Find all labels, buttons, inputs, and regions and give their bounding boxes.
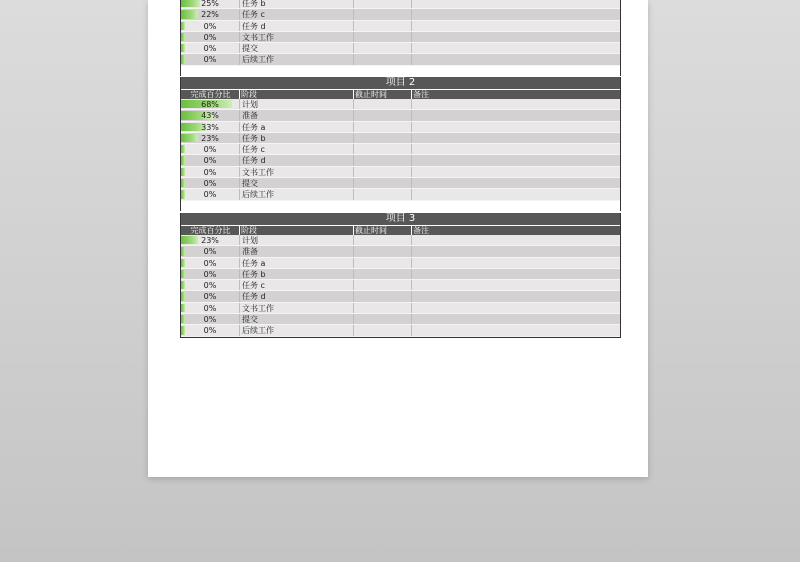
progress-cell[interactable]	[181, 21, 240, 31]
progress-value: 43%	[201, 111, 219, 121]
stage-cell[interactable]: 计划	[240, 235, 354, 245]
progress-value: 22%	[201, 10, 219, 20]
note-cell[interactable]	[412, 43, 620, 53]
table-row[interactable]	[181, 43, 620, 54]
stage-cell[interactable]: 准备	[240, 110, 354, 120]
progress-value: 0%	[203, 190, 217, 200]
due-date-cell[interactable]	[354, 167, 412, 177]
table-row[interactable]	[181, 258, 620, 269]
progress-bar	[181, 134, 198, 142]
note-cell[interactable]	[412, 258, 620, 268]
header-pct: 完成百分比	[181, 226, 240, 235]
due-date-cell[interactable]	[354, 178, 412, 188]
project-3-header-row	[181, 225, 620, 235]
project-2-title: 项目 2	[181, 77, 620, 89]
table-row[interactable]	[181, 280, 620, 291]
due-date-cell[interactable]	[354, 280, 412, 290]
due-date-cell[interactable]	[354, 122, 412, 132]
progress-value: 0%	[203, 55, 217, 65]
stage-cell[interactable]: 文书工作	[240, 167, 354, 177]
note-cell[interactable]	[412, 235, 620, 245]
progress-cell[interactable]	[181, 43, 240, 53]
due-date-cell[interactable]	[354, 0, 412, 8]
table-row[interactable]	[181, 178, 620, 189]
note-cell[interactable]	[412, 303, 620, 313]
progress-cell[interactable]	[181, 9, 240, 19]
stage-cell[interactable]: 文书工作	[240, 32, 354, 42]
due-date-cell[interactable]	[354, 9, 412, 19]
progress-value: 0%	[203, 303, 217, 313]
progress-value: 0%	[203, 145, 217, 155]
stage-cell[interactable]: 计划	[240, 99, 354, 109]
progress-value: 0%	[203, 167, 217, 177]
header-due: 截止时间	[354, 90, 412, 99]
progress-cell[interactable]	[181, 122, 240, 132]
progress-cell[interactable]	[181, 189, 240, 199]
progress-bar	[181, 190, 185, 198]
progress-value: 0%	[203, 32, 217, 42]
stage-cell[interactable]: 任务 d	[240, 21, 354, 31]
progress-bar	[181, 168, 185, 176]
due-date-cell[interactable]	[354, 155, 412, 165]
table-row[interactable]	[181, 291, 620, 302]
stage-cell[interactable]: 提交	[240, 314, 354, 324]
stage-cell[interactable]: 后续工作	[240, 189, 354, 199]
due-date-cell[interactable]	[354, 246, 412, 256]
due-date-cell[interactable]	[354, 303, 412, 313]
progress-cell[interactable]	[181, 178, 240, 188]
table-row[interactable]	[181, 0, 620, 9]
progress-value: 0%	[203, 326, 217, 336]
stage-cell[interactable]: 提交	[240, 178, 354, 188]
table-row[interactable]	[181, 325, 620, 336]
stage-cell[interactable]: 文书工作	[240, 303, 354, 313]
table-row[interactable]	[181, 167, 620, 178]
table-row[interactable]	[181, 54, 620, 65]
progress-value: 0%	[203, 281, 217, 291]
table-row[interactable]	[181, 235, 620, 246]
stage-cell[interactable]: 任务 b	[240, 0, 354, 8]
progress-bar	[181, 44, 185, 52]
progress-value: 25%	[201, 0, 219, 8]
progress-cell[interactable]	[181, 32, 240, 42]
table-row[interactable]	[181, 99, 620, 110]
due-date-cell[interactable]	[354, 99, 412, 109]
project-1-table	[180, 0, 621, 76]
progress-bar	[181, 55, 185, 63]
due-date-cell[interactable]	[354, 43, 412, 53]
note-cell[interactable]	[412, 144, 620, 154]
progress-value: 0%	[203, 247, 217, 257]
note-cell[interactable]	[412, 189, 620, 199]
due-date-cell[interactable]	[354, 133, 412, 143]
progress-value: 0%	[203, 269, 217, 279]
project-2-rows	[181, 99, 620, 201]
progress-cell[interactable]	[181, 110, 240, 120]
progress-cell[interactable]	[181, 325, 240, 335]
header-note: 备注	[413, 90, 429, 99]
stage-cell[interactable]: 任务 b	[240, 133, 354, 143]
stage-cell[interactable]: 准备	[240, 246, 354, 256]
progress-cell[interactable]	[181, 246, 240, 256]
progress-value: 23%	[201, 236, 219, 245]
due-date-cell[interactable]	[354, 314, 412, 324]
progress-bar	[181, 179, 185, 187]
progress-value: 0%	[203, 21, 217, 31]
note-cell[interactable]	[412, 269, 620, 279]
table-bottom-border	[181, 337, 620, 338]
stage-cell[interactable]: 任务 d	[240, 291, 354, 301]
table-row[interactable]	[181, 303, 620, 314]
progress-cell[interactable]	[181, 314, 240, 324]
progress-value: 0%	[203, 315, 217, 325]
table-row[interactable]	[181, 155, 620, 166]
progress-bar	[181, 304, 185, 312]
progress-value: 0%	[203, 44, 217, 54]
note-cell[interactable]	[412, 99, 620, 109]
stage-cell[interactable]: 提交	[240, 43, 354, 53]
progress-bar	[181, 0, 200, 7]
table-spacer	[181, 66, 620, 76]
progress-value: 23%	[201, 133, 219, 143]
header-stage: 阶段	[240, 90, 354, 99]
note-cell[interactable]	[412, 0, 620, 8]
project-2-header-row	[181, 89, 620, 99]
stage-cell[interactable]: 任务 c	[240, 9, 354, 19]
table-row[interactable]	[181, 32, 620, 43]
note-cell[interactable]	[412, 314, 620, 324]
due-date-cell[interactable]	[354, 144, 412, 154]
stage-cell[interactable]: 后续工作	[240, 54, 354, 64]
note-cell[interactable]	[412, 21, 620, 31]
progress-bar	[181, 156, 185, 164]
table-row[interactable]	[181, 9, 620, 20]
progress-cell[interactable]	[181, 235, 240, 245]
table-row[interactable]	[181, 133, 620, 144]
note-cell[interactable]	[412, 133, 620, 143]
progress-value: 0%	[203, 292, 217, 302]
progress-cell[interactable]	[181, 167, 240, 177]
project-3-title: 项目 3	[181, 213, 620, 225]
progress-bar	[181, 315, 185, 323]
stage-cell[interactable]: 后续工作	[240, 325, 354, 335]
due-date-cell[interactable]	[354, 269, 412, 279]
progress-cell[interactable]	[181, 280, 240, 290]
progress-value: 0%	[203, 179, 217, 189]
progress-cell[interactable]	[181, 291, 240, 301]
note-cell[interactable]	[412, 32, 620, 42]
note-cell[interactable]	[412, 280, 620, 290]
stage-cell[interactable]: 任务 c	[240, 280, 354, 290]
table-row[interactable]	[181, 314, 620, 325]
due-date-cell[interactable]	[354, 189, 412, 199]
stage-cell[interactable]: 任务 a	[240, 258, 354, 268]
stage-cell[interactable]: 任务 a	[240, 122, 354, 132]
progress-value: 0%	[203, 156, 217, 166]
table-row[interactable]	[181, 246, 620, 257]
progress-bar	[181, 247, 185, 255]
note-cell[interactable]	[412, 54, 620, 64]
due-date-cell[interactable]	[354, 258, 412, 268]
stage-cell[interactable]: 任务 d	[240, 155, 354, 165]
note-cell[interactable]	[412, 122, 620, 132]
progress-cell[interactable]	[181, 133, 240, 143]
progress-cell[interactable]	[181, 303, 240, 313]
due-date-cell[interactable]	[354, 235, 412, 245]
header-pct: 完成百分比	[181, 90, 240, 99]
note-cell[interactable]	[412, 291, 620, 301]
stage-cell[interactable]: 任务 c	[240, 144, 354, 154]
table-row[interactable]	[181, 110, 620, 121]
stage-cell[interactable]: 任务 b	[240, 269, 354, 279]
table-row[interactable]	[181, 144, 620, 155]
progress-cell[interactable]	[181, 54, 240, 64]
due-date-cell[interactable]	[354, 21, 412, 31]
due-date-cell[interactable]	[354, 291, 412, 301]
table-row[interactable]	[181, 269, 620, 280]
progress-cell[interactable]	[181, 0, 240, 8]
progress-cell[interactable]	[181, 258, 240, 268]
progress-value: 0%	[203, 258, 217, 268]
header-note: 备注	[413, 226, 429, 235]
progress-bar	[181, 281, 185, 289]
project-3-rows	[181, 235, 620, 337]
table-row[interactable]	[181, 189, 620, 200]
due-date-cell[interactable]	[354, 54, 412, 64]
table-spacer	[181, 201, 620, 211]
note-cell[interactable]	[412, 9, 620, 19]
progress-bar	[181, 270, 185, 278]
progress-value: 33%	[201, 122, 219, 132]
progress-bar	[181, 33, 185, 41]
note-cell[interactable]	[412, 167, 620, 177]
document-page	[148, 0, 648, 477]
due-date-cell[interactable]	[354, 32, 412, 42]
header-due: 截止时间	[354, 226, 412, 235]
progress-bar	[181, 22, 185, 30]
table-row[interactable]	[181, 122, 620, 133]
progress-bar	[181, 259, 185, 267]
progress-bar	[181, 236, 198, 244]
project-3-table	[180, 213, 621, 338]
note-cell[interactable]	[412, 178, 620, 188]
note-cell[interactable]	[412, 155, 620, 165]
progress-cell[interactable]	[181, 269, 240, 279]
note-cell[interactable]	[412, 246, 620, 256]
project-1-rows	[181, 0, 620, 66]
due-date-cell[interactable]	[354, 110, 412, 120]
progress-value: 68%	[201, 100, 219, 109]
due-date-cell[interactable]	[354, 325, 412, 335]
note-cell[interactable]	[412, 325, 620, 335]
progress-bar	[181, 145, 185, 153]
progress-cell[interactable]	[181, 99, 240, 109]
progress-bar	[181, 292, 185, 300]
header-stage: 阶段	[240, 226, 354, 235]
progress-cell[interactable]	[181, 144, 240, 154]
progress-bar	[181, 326, 185, 334]
table-row[interactable]	[181, 21, 620, 32]
note-cell[interactable]	[412, 110, 620, 120]
project-2-table	[180, 77, 621, 211]
progress-bar	[181, 10, 198, 18]
progress-cell[interactable]	[181, 155, 240, 165]
